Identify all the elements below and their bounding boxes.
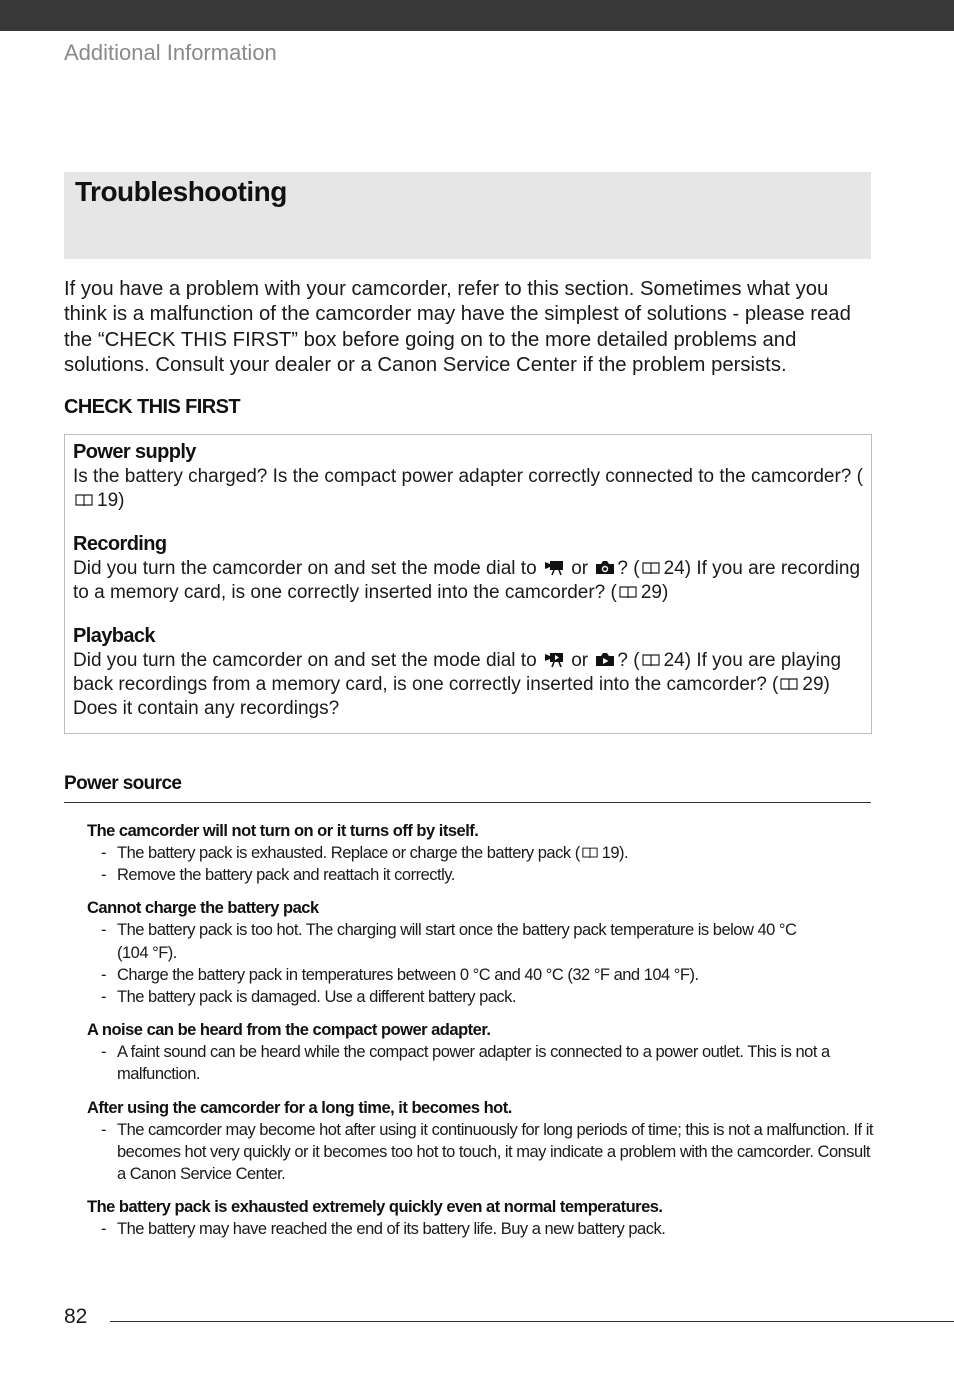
issue-item <box>87 1097 877 1186</box>
check-first-box <box>64 434 872 734</box>
text-fragment: or <box>571 558 589 579</box>
book-reference-icon <box>582 847 598 859</box>
book-reference-icon <box>619 586 637 599</box>
check-item-text <box>73 465 863 513</box>
bullet-dash: - <box>101 988 106 1007</box>
page-title: Troubleshooting <box>75 176 287 207</box>
solution-bullet <box>87 964 877 986</box>
top-bar <box>0 0 954 31</box>
bullet-dash: - <box>101 1043 106 1062</box>
page-number: 82 <box>64 1305 88 1328</box>
book-reference-icon <box>780 678 798 691</box>
solution-bullet <box>87 986 877 1008</box>
solution-bullet <box>87 864 877 886</box>
power-source-issues <box>87 820 877 1251</box>
text-fragment: ) Does it contain any recordings? <box>73 674 830 719</box>
solution-bullet <box>87 842 877 864</box>
check-item-power <box>73 439 863 513</box>
page-reference: 19 <box>97 490 119 511</box>
text-fragment: ) <box>118 490 125 511</box>
check-item-text <box>73 557 863 605</box>
bullet-dash: - <box>101 965 106 984</box>
solution-bullet <box>87 1041 877 1085</box>
movie-playback-icon <box>544 651 564 668</box>
bullet-text: The camcorder may become hot after using it continuously for long periods of time; this is not a malfunction. If it becomes hot very quickly or it becomes too hot to touch, it may indicate a problem with the camcorder. Consult a Canon Service Center. <box>117 1120 873 1184</box>
page-reference: 29 <box>802 674 824 695</box>
text-fragment: ) <box>661 582 669 603</box>
check-first-heading: CHECK THIS FIRST <box>64 396 240 418</box>
bullet-text: A faint sound can be heard while the compact power adapter is connected to a power outlet. This is not a malfunction. <box>117 1043 830 1084</box>
bullet-dash: - <box>101 1220 106 1239</box>
text-fragment: Did you turn the camcorder on and set the mode dial to <box>73 558 537 579</box>
issue-title: A noise can be heard from the compact power adapter. <box>87 1021 491 1040</box>
check-item-title: Power supply <box>73 441 196 463</box>
book-reference-icon <box>642 562 660 575</box>
bullet-text: Remove the battery pack and reattach it correctly. <box>117 866 455 885</box>
page-reference: 29 <box>640 582 662 603</box>
check-item-recording <box>73 531 863 605</box>
text-fragment: ) If you are recording to a memory card, is one correctly inserted into the camcorder? ( <box>73 558 861 603</box>
solution-bullet <box>87 1119 877 1186</box>
text-fragment: ? ( <box>617 558 640 579</box>
text-fragment: Did you turn the camcorder on and set the mode dial to <box>73 650 537 671</box>
page-reference: 24 <box>663 650 685 671</box>
bullet-text: The battery pack is damaged. Use a different battery pack. <box>117 988 517 1007</box>
footer-rule <box>110 1321 954 1322</box>
movie-camera-icon <box>544 559 564 576</box>
power-source-heading: Power source <box>64 773 182 794</box>
check-item-text <box>73 649 863 721</box>
check-item-playback <box>73 623 863 721</box>
bullet-dash: - <box>101 844 106 862</box>
text-fragment: The battery pack is exhausted. Replace or charge the battery pack ( <box>117 844 580 862</box>
section-label: Additional Information <box>64 40 277 65</box>
bullet-text: The battery may have reached the end of its battery life. Buy a new battery pack. <box>117 1220 666 1239</box>
issue-title: Cannot charge the battery pack <box>87 899 319 918</box>
bullet-dash: - <box>101 1120 106 1139</box>
page-reference: 24 <box>663 558 685 579</box>
text-fragment: Is the battery charged? Is the compact power adapter correctly connected to the camcorder? ( <box>73 466 863 487</box>
issue-title: After using the camcorder for a long time, it becomes hot. <box>87 1098 512 1117</box>
issue-item <box>87 1196 877 1240</box>
photo-playback-icon <box>595 651 615 668</box>
intro-paragraph: If you have a problem with your camcorder, refer to this section. Sometimes what you think is a malfunction of the camcorder may have the simplest of solutions - please read the “CHECK THIS FIRST” box before going on to the more detailed problems and solutions. Consult your dealer or a Canon Service Center if the problem persists. <box>64 278 851 376</box>
text-fragment: ? ( <box>617 650 640 671</box>
bullet-dash: - <box>101 921 106 940</box>
page-reference: 19 <box>601 844 620 862</box>
bullet-text: The battery pack is too hot. The charging will start once the battery pack temperature is below 40 °C (104 °F). <box>117 921 797 962</box>
text-fragment: or <box>571 650 589 671</box>
solution-bullet <box>87 919 877 963</box>
issue-item <box>87 820 877 886</box>
section-divider <box>64 802 871 803</box>
check-item-title: Playback <box>73 625 155 647</box>
title-box <box>64 172 871 259</box>
text-fragment: ) If you are playing back recordings from a memory card, is one correctly inserted into the camcorder? ( <box>73 650 842 695</box>
book-reference-icon <box>75 494 93 507</box>
bullet-dash: - <box>101 866 106 885</box>
solution-bullet <box>87 1218 877 1240</box>
still-camera-icon <box>595 559 615 576</box>
check-item-title: Recording <box>73 533 167 555</box>
issue-title: The camcorder will not turn on or it turns off by itself. <box>87 822 479 840</box>
issue-item <box>87 1019 877 1085</box>
issue-title: The battery pack is exhausted extremely quickly even at normal temperatures. <box>87 1198 663 1217</box>
issue-item <box>87 897 877 1008</box>
bullet-text: Charge the battery pack in temperatures between 0 °C and 40 °C (32 °F and 104 °F). <box>117 965 699 984</box>
text-fragment: ). <box>619 844 629 862</box>
book-reference-icon <box>642 654 660 667</box>
